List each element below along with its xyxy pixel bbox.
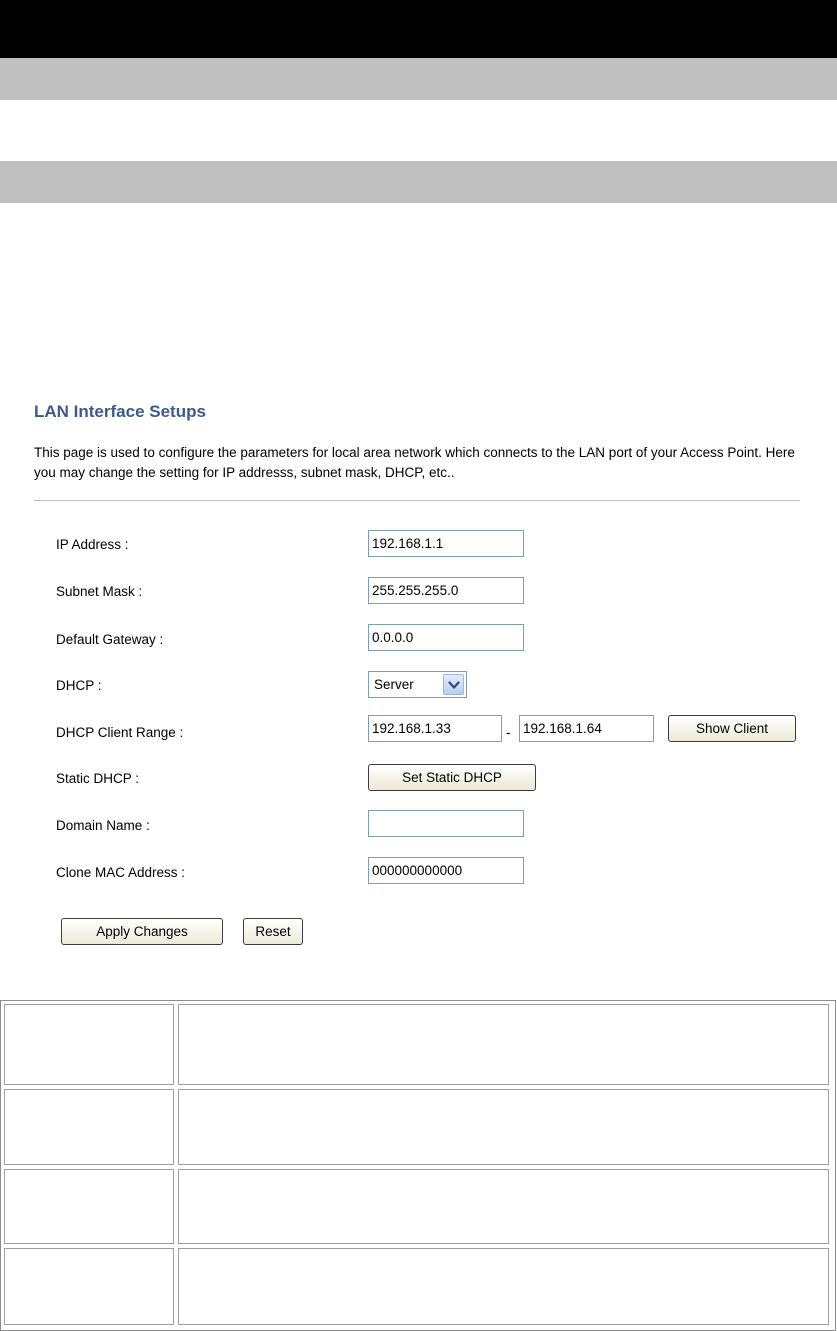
dhcp-label: DHCP : <box>56 678 102 693</box>
apply-changes-button[interactable]: Apply Changes <box>61 918 223 945</box>
section-bar-top <box>0 58 837 100</box>
table-row-2-value-cell <box>178 1089 829 1165</box>
set-static-dhcp-button[interactable]: Set Static DHCP <box>368 764 536 791</box>
show-client-button[interactable]: Show Client <box>668 715 796 742</box>
divider <box>34 500 800 501</box>
table-row-4-value-cell <box>178 1248 829 1325</box>
chevron-down-icon[interactable] <box>443 674 464 695</box>
clone-mac-label: Clone MAC Address : <box>56 865 186 880</box>
static-dhcp-label: Static DHCP : <box>56 771 140 786</box>
dhcp-client-range-label: DHCP Client Range : <box>56 725 184 740</box>
reset-button[interactable]: Reset <box>243 918 303 945</box>
subnet-mask-label: Subnet Mask : <box>56 584 143 599</box>
header-black-band <box>0 0 837 58</box>
default-gateway-label: Default Gateway : <box>56 632 164 647</box>
clone-mac-input[interactable] <box>368 857 524 884</box>
range-separator: - <box>506 725 511 740</box>
table-row-1-value-cell <box>178 1004 829 1085</box>
subnet-mask-input[interactable] <box>368 577 524 604</box>
table-row-4-label-cell <box>4 1248 174 1325</box>
page-title: LAN Interface Setups <box>34 402 206 421</box>
domain-name-label: Domain Name : <box>56 818 150 833</box>
table-row-2-label-cell <box>4 1089 174 1165</box>
table-row-3-value-cell <box>178 1169 829 1244</box>
ip-address-input[interactable] <box>368 530 524 557</box>
ip-address-label: IP Address : <box>56 537 129 552</box>
domain-name-input[interactable] <box>368 810 524 837</box>
page-description: This page is used to configure the parameters for local area network which connects to the LAN port of your Access Point. Here you may change the setting for IP addresss, subnet mask, DHCP, etc.. <box>34 445 795 480</box>
default-gateway-input[interactable] <box>368 624 524 651</box>
table-row-1-label-cell <box>4 1004 174 1085</box>
table-row-3-label-cell <box>4 1169 174 1244</box>
dhcp-range-end-input[interactable] <box>519 715 654 742</box>
dhcp-range-start-input[interactable] <box>368 715 502 742</box>
dhcp-select-value: Server <box>374 677 414 692</box>
dhcp-select[interactable] <box>368 671 467 698</box>
section-bar-second <box>0 161 837 203</box>
